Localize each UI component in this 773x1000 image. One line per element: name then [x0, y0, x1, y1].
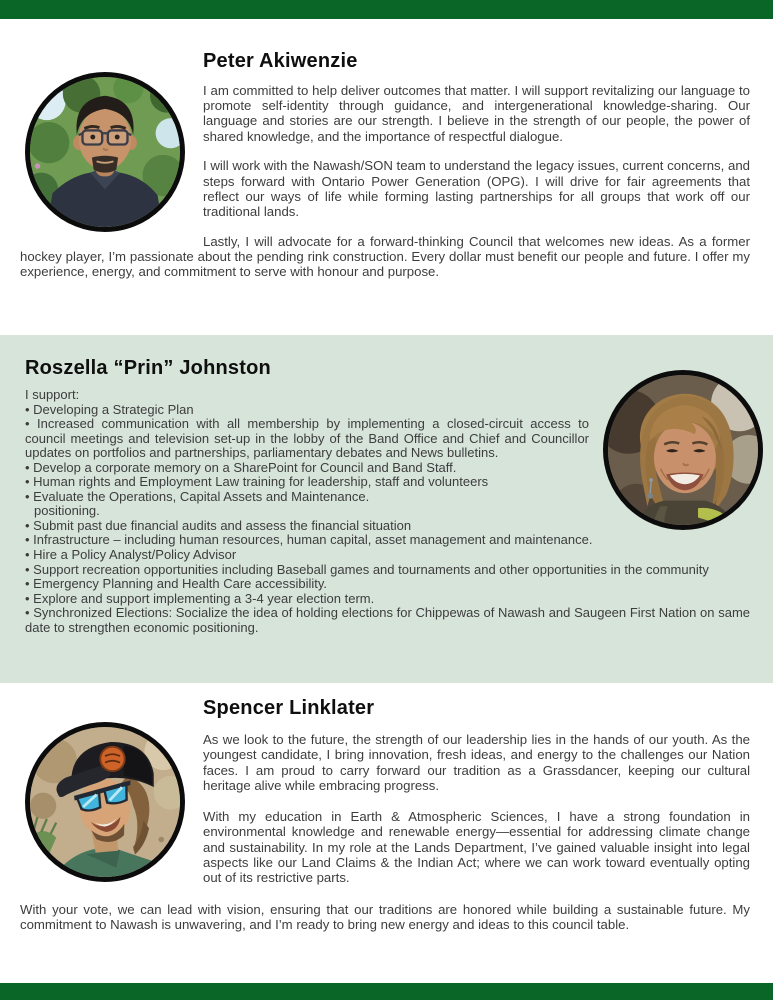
spencer-photo	[25, 722, 185, 882]
candidate-name-peter: Peter Akiwenzie	[203, 50, 358, 72]
roszella-bullet-4: • Human rights and Employment Law training for leadership, staff and volunteers	[25, 474, 489, 490]
roszella-bullet-5: • Evaluate the Operations, Capital Assets and Maintenance.	[25, 488, 370, 504]
roszella-bullet-1: • Developing a Strategic Plan	[25, 401, 194, 417]
peter-paragraph-3: Lastly, I will advocate for a forward-thinking Council that welcomes new ideas. As a former hockey player, I’m passionate about the pending rink construction. Every dollar must benefit our people and future. I offer my experience, energy, and commitment to serve with honour and purpose.	[20, 233, 750, 280]
candidate-name-roszella: Roszella “Prin” Johnston	[25, 357, 271, 379]
peter-photo	[25, 72, 185, 232]
spencer-paragraph-1: As we look to the future, the strength of our leadership lies in the hands of our youth. As the youngest candidate, I bring innovation, fresh ideas, and energy to the challenges our Nation faces. I am proud to carry forward our tradition as a Grassdancer, keeping our cultural heritage alive while embracing progress.	[203, 732, 750, 793]
roszella-bullet-2: • Increased communication with all membership by implementing a closed-circuit access to council meetings and television set-up in the lobby of the Band Office and Chief and Councillor updates on portfolios and partnerships, parliamentary debates and News bulletins.	[25, 416, 589, 461]
roszella-portrait-illustration	[608, 375, 758, 525]
bottom-banner	[0, 983, 773, 1000]
peter-paragraph-2: I will work with the Nawash/SON team to understand the legacy issues, current concerns, and steps forward with Ontario Power Generation (OPG). I will drive for fair agreements that reflect our ways of life while forming lasting partnerships for all groups that work off our traditional lands.	[203, 158, 750, 219]
roszella-bullet-6: • Submit past due financial audits and assess the financial situation	[25, 517, 412, 533]
peter-paragraph-1: I am committed to help deliver outcomes that matter. I will support revitalizing our language to promote self-identity through guidance, and intergenerational knowledge-sharing. Our language and stories are our strength. I believe in the strength of our people, the power of shared knowledge, and the importance of respectful dialogue.	[203, 83, 750, 144]
spencer-portrait-illustration	[30, 727, 180, 877]
spencer-paragraph-3: With your vote, we can lead with vision, ensuring that our traditions are honored while building a sustainable future. My commitment to Nawash is unwavering, and I’m ready to bring new energy and ideas to this council table.	[20, 901, 750, 932]
roszella-bullet-10: • Emergency Planning and Health Care accessibility.	[25, 576, 328, 592]
profile-section-peter	[0, 19, 773, 335]
roszella-bullet-11: • Explore and support implementing a 3-4 year election term.	[25, 590, 375, 606]
roszella-photo	[603, 370, 763, 530]
profile-section-spencer	[0, 683, 773, 983]
roszella-bullet-9: • Support recreation opportunities including Baseball games and tournaments and other opportunities in the community	[25, 561, 709, 577]
roszella-bullet-3: • Develop a corporate memory on a SharePoint for Council and Band Staff.	[25, 459, 457, 475]
roszella-bullet-12: • Synchronized Elections: Socialize the idea of holding elections for Chippewas of Nawash and Saugeen First Nation on same date to strengthen economic positioning.	[25, 605, 750, 635]
roszella-line-positioning: positioning.	[34, 503, 100, 519]
profile-section-roszella	[0, 335, 773, 683]
spencer-paragraph-2: With my education in Earth & Atmospheric Sciences, I have a strong foundation in environmental knowledge and renewable energy—essential for addressing climate change and sustainability. In my role at the Lands Department, I’ve gained valuable insight into legal aspects like our Land Claims & the Indian Act; where we can work toward eventually opting out of its restrictive parts.	[203, 809, 750, 886]
peter-portrait-illustration	[30, 77, 180, 227]
roszella-bullet-8: • Hire a Policy Analyst/Policy Advisor	[25, 547, 237, 563]
candidate-name-spencer: Spencer Linklater	[203, 697, 375, 719]
roszella-bullet-7: • Infrastructure – including human resources, human capital, asset management and maintenance.	[25, 532, 593, 548]
top-banner	[0, 0, 773, 19]
roszella-line-intro: I support:	[25, 387, 80, 402]
